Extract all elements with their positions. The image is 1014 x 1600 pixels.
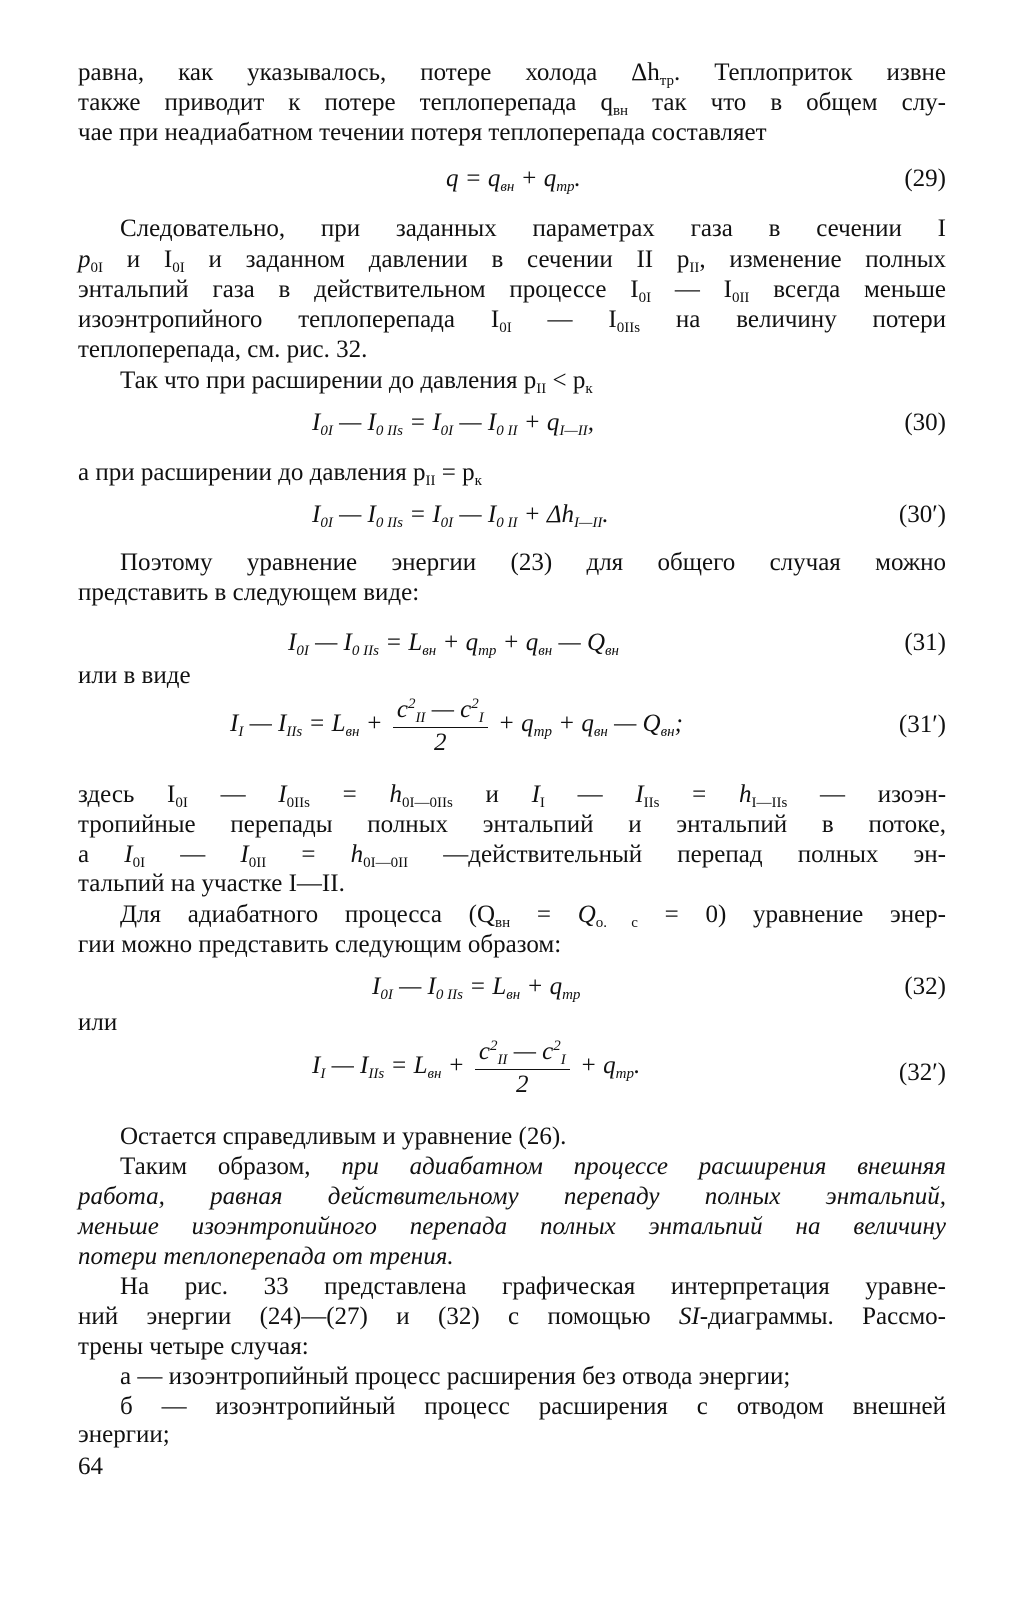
text-line: равна, как указывалось, потере холода $\Delta h_{тр}$. Теплоприток извне: [78, 59, 946, 89]
text-line: трены четыре случая:: [78, 1333, 309, 1360]
text-line: энергии;: [78, 1421, 170, 1448]
equation-number: (31′): [898, 711, 946, 738]
text-line: Следовательно, при заданных параметрах газа в сечении I: [120, 215, 946, 242]
equation-number: (31): [904, 629, 946, 656]
page-number: 64: [78, 1453, 103, 1480]
text-line: энтальпий газа в действительном процессе $I_{0I}$ — $I_{0II}$ всегда меньше: [78, 276, 946, 306]
equation-29: $q = q_{вн} + q_{тр}$.: [446, 165, 581, 195]
text-line: тропийные перепады полных энтальпий и энтальпий в потоке,: [78, 811, 946, 838]
text-line: работа, равная действительному перепаду полных энтальпий,: [78, 1183, 946, 1210]
text-line: или: [78, 1009, 118, 1036]
text-line: также приводит к потере теплоперепада $q_{вн}$ так что в общем слу-: [78, 89, 946, 119]
text-line: Таким образом, при адиабатном процессе расширения внешняя: [120, 1153, 946, 1180]
text-line: изоэнтропийного теплоперепада $I_{0I}$ — $I_{0IIs}$ на величину потери: [78, 306, 946, 336]
fraction: $\frac{c^2_{II} — c^2_I}{2}$: [393, 693, 488, 758]
equation-number: (30′): [898, 501, 946, 528]
text-line: б — изоэнтропийный процесс расширения с отводом внешней: [120, 1393, 946, 1420]
text-line: Остается справедливым и уравнение (26).: [120, 1123, 567, 1150]
text-line: тальпий на участке I—II.: [78, 870, 345, 897]
text-line: здесь $I_{0I}$ — $I_{0IIs} = h_{0I—0IIs}$ и $I_I$ — $I_{IIs} = h_{I—IIs}$ — изоэн-: [78, 781, 947, 811]
text-line: представить в следующем виде:: [78, 579, 420, 606]
text-line: а — изоэнтропийный процесс расширения без отвода энергии;: [120, 1363, 791, 1390]
text-line: или в виде: [78, 662, 191, 689]
text-line: гии можно представить следующим образом:: [78, 931, 562, 958]
text-line: чае при неадиабатном течении потеря теплоперепада составляет: [78, 119, 767, 146]
equation-number: (32): [904, 973, 946, 1000]
equation-number: (30): [904, 409, 946, 436]
equation-number: (32′): [898, 1059, 946, 1086]
fraction: $\frac{c^2_{II} — c^2_I}{2}$: [475, 1035, 570, 1100]
text-line: теплоперепада, см. рис. 32.: [78, 336, 368, 363]
text-line: меньше изоэнтропийного перепада полных энтальпий на величину: [78, 1213, 946, 1240]
text-line: а $I_{0I}$ — $I_{0II} = h_{0I—0II}$ —действительный перепад полных эн-: [78, 841, 946, 871]
equation-30: $I_{0I}$ — $I_{0 IIs} = I_{0I}$ — $I_{0 II} + q_{I—II}$,: [312, 409, 594, 439]
equation-31-prime: $I_I$ — $I_{IIs} = L_{вн}$ + $\frac{c^2_{II} — c^2_I}{2}$ + $q_{тр} + q_{вн}$ — $Q_{вн}$;: [230, 692, 683, 758]
text-line: На рис. 33 представлена графическая интерпретация уравне-: [120, 1273, 946, 1300]
text-line: Для адиабатного процесса $(Q_{вн} = Q_{о. с} = 0)$ уравнение энер-: [120, 901, 946, 931]
equation-32-prime: $I_I$ — $I_{IIs} = L_{вн}$ + $\frac{c^2_{II} — c^2_I}{2}$ + $q_{тр}$.: [312, 1034, 640, 1100]
equation-31: $I_{0I}$ — $I_{0 IIs} = L_{вн} + q_{тр} + q_{вн}$ — $Q_{вн}$: [288, 629, 619, 659]
equation-32: $I_{0I}$ — $I_{0 IIs} = L_{вн} + q_{тр}$: [372, 973, 581, 1003]
equation-number: (29): [904, 165, 946, 192]
text-line: ний энергии (24)—(27) и (32) с помощью SI-диаграммы. Рассмо-: [78, 1303, 946, 1330]
text-line: потери теплоперепада от трения.: [78, 1243, 454, 1270]
text-line: а при расширении до давления $p_{II} = p_к$: [78, 459, 482, 489]
text-line: $p_{0I}$ и $I_{0I}$ и заданном давлении в сечении II $p_{II}$, изменение полных: [78, 246, 946, 276]
text-line: Так что при расширении до давления $p_{II} < p_к$: [120, 367, 593, 397]
equation-30-prime: $I_{0I}$ — $I_{0 IIs} = I_{0I}$ — $I_{0 II} + \Delta h_{I—II}$.: [312, 501, 609, 531]
text-line: Поэтому уравнение энергии (23) для общего случая можно: [120, 549, 946, 576]
